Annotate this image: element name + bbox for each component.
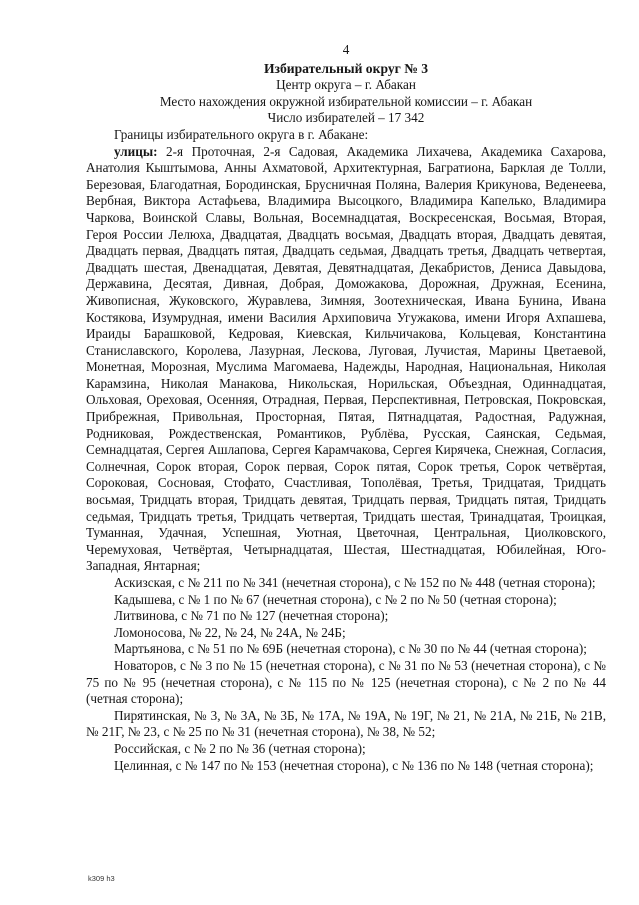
street-entry: Ломоносова, № 22, № 24, № 24А, № 24Б; [114, 624, 346, 640]
street-entry: Российская, с № 2 по № 36 (четная сторона); [114, 740, 366, 756]
voters-count-line: Число избирателей – 17 342 [267, 110, 425, 126]
street-entry: Аскизская, с № 211 по № 341 (нечетная сторона), с № 152 по № 448 (четная сторона); [114, 575, 596, 590]
street-entry: Литвинова, с № 71 по № 127 (нечетная сторона); [114, 608, 389, 624]
page-number: 4 [342, 42, 350, 57]
commission-location-line: Место нахождения окружной избирательной комиссии – г. Абакан [159, 93, 533, 109]
street-entry: Кадышева, с № 1 по № 67 (нечетная сторона), с № 2 по № 50 (четная сторона); [114, 591, 557, 607]
streets-label: улицы: [114, 143, 158, 159]
streets-paragraph [86, 144, 606, 575]
footer-code: k309 h3 [88, 874, 115, 883]
document-body [86, 42, 606, 774]
street-entry: Целинная, с № 147 по № 153 (нечетная сторона), с № 136 по № 148 (четная сторона); [114, 757, 594, 773]
street-entry: Мартьянова, с № 51 по № 69Б (нечетная сторона), с № 30 по № 44 (четная сторона); [114, 641, 587, 657]
street-entry: Новаторов, с № 3 по № 15 (нечетная сторона), с № 31 по № 53 (нечетная сторона), с № 75 по № 95 (нечетная сторона), с № 115 по № 125 (нечетная сторона), с № 2 по № 44 (четная сторона); [86, 657, 606, 707]
streets-list: 2-я Проточная, 2-я Садовая, Академика Лихачева, Академика Сахарова, Анатолия Кыштымова, Анны Ахматовой, Архитектурная, Багратиона, Барклая де Толли, Березовая, Благодатная, Бородинская, Брусничная Поляна, Валерия Крикунова, Веденеева, Вербная, Виктора Астафьева, Владимира Высоцкого, Владимира Капелько, Владимира Чаркова, Воинской Славы, Вольная, Восемнадцатая, Воскресенская, Восьмая, Вторая, Героя России Лелюха, Двадцатая, Двадцать восьмая, Двадцать вторая, Двадцать девятая, Двадцать первая, Двадцать пятая, Двадцать седьмая, Двадцать третья, Двадцать четвертая, Двадцать шестая, Двенадцатая, Девятая, Девятнадцатая, Декабристов, Дениса Давыдова, Державина, Десятая, Дивная, Добрая, Доможакова, Дорожная, Дружная, Есенина, Живописная, Жуковского, Журавлева, Зимняя, Зоотехническая, Ивана Бунина, Ивана Костякова, Изумрудная, имени Василия Архиповича Угужакова, имени Игоря Ахпашева, Ираиды Барашковой, Кедровая, Киевская, Кильчичакова, Кольцевая, Константина Станиславского, Королева, Лазурная, Лескова, Луговая, Лучистая, Марины Цветаевой, Монетная, Морозная, Муслима Магомаева, Надежды, Народная, Национальная, Николая Карамзина, Николая Манакова, Никольская, Норильская, Объездная, Одиннадцатая, Ольховая, Ореховая, Осенняя, Отрадная, Первая, Перспективная, Петровская, Покровская, Прибрежная, Привольная, Просторная, Пятая, Пятнадцатая, Радостная, Радужная, Родниковая, Рождественская, Романтиков, Рублёва, Русская, Саянская, Седьмая, Семнадцатая, Сергея Ашлапова, Сергея Карамчакова, Сергея Кирячека, Снежная, Согласия, Солнечная, Сорок вторая, Сорок первая, Сорок пятая, Сорок третья, Сорок четвёртая, Сороковая, Сосновая, Стофато, Счастливая, Тополёвая, Третья, Тридцатая, Тридцать восьмая, Тридцать вторая, Тридцать девятая, Тридцать первая, Тридцать пятая, Тридцать седьмая, Тридцать третья, Тридцать четвертая, Тридцать шестая, Тринадцатая, Троицкая, Туманная, Удачная, Успешная, Уютная, Цветочная, Центральная, Циолковского, Черемуховая, Четвёртая, Четырнадцатая, Шестая, Шестнадцатая, Юбилейная, Юго-Западная, Янтарная; [86, 143, 606, 574]
boundaries-heading: Границы избирательного округа в г. Абакане: [114, 126, 369, 142]
district-center-line: Центр округа – г. Абакан [276, 77, 416, 93]
district-title: Избирательный округ № 3 [263, 60, 429, 76]
street-entry: Пирятинская, № 3, № 3А, № 3Б, № 17А, № 19А, № 19Г, № 21, № 21А, № 21Б, № 21В, № 21Г, № 23, с № 25 по № 31 (нечетная сторона), № 38, № 52; [86, 707, 606, 740]
